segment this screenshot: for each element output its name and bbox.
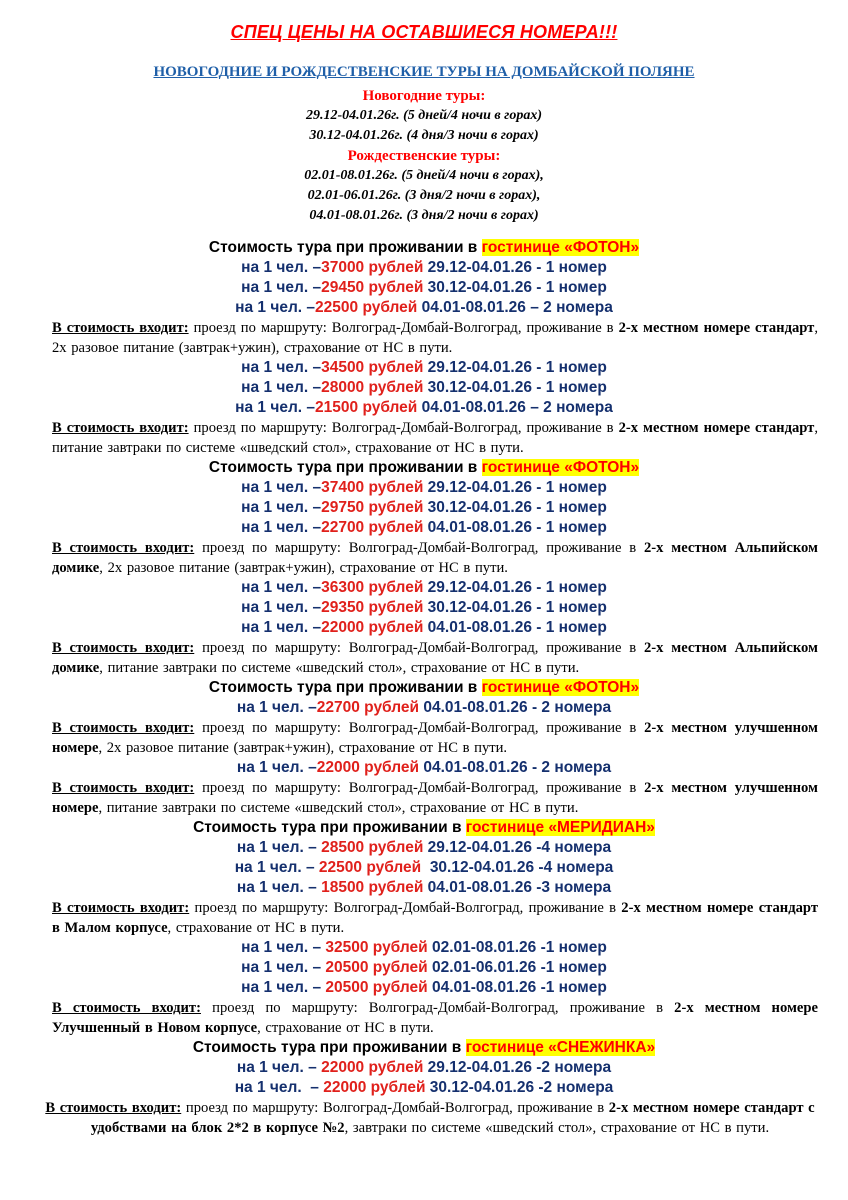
price-amount: 22500 рублей — [318, 859, 422, 876]
included-label: В стоимость входит: — [52, 900, 190, 916]
price-amount: 22000 рублей — [323, 1079, 426, 1096]
price-dates-rooms: 04.01-08.01.26 – 2 номера — [417, 399, 613, 416]
price-dates-rooms: 29.12-04.01.26 - 1 номер — [423, 579, 607, 596]
hotel-title-prefix: Стоимость тура при проживании в — [208, 459, 482, 476]
tour-date-line: 04.01-08.01.26г. (3 дня/2 ночи в горах) — [309, 208, 539, 223]
included-services — [52, 778, 818, 818]
price-line — [0, 858, 848, 878]
hotel-section-title — [0, 1038, 848, 1058]
included-text: , завтраки по системе «шведский стол», страхование от НС в пути. — [344, 1120, 770, 1136]
price-dates-rooms: 04.01-08.01.26 – 2 номера — [417, 299, 613, 316]
price-amount: 22500 рублей — [315, 299, 418, 316]
price-line — [0, 958, 848, 978]
included-text: проезд по маршруту: Волгоград-Домбай-Волгоград, проживание в — [200, 1000, 675, 1016]
included-label: В стоимость входит: — [45, 1100, 182, 1116]
price-amount: 32500 рублей — [325, 939, 428, 956]
price-per-person-label: на 1 чел. – — [241, 579, 322, 596]
price-amount: 18500 рублей — [321, 879, 424, 896]
tour-date-line: 29.12-04.01.26г. (5 дней/4 ночи в горах) — [305, 108, 543, 123]
price-amount: 29750 рублей — [321, 499, 424, 516]
price-per-person-label: на 1 чел. – — [241, 599, 322, 616]
price-per-person-label: на 1 чел. – — [241, 359, 322, 376]
room-type: 2-х местном номере стандарт — [618, 320, 815, 336]
christmas-tours-title: Рождественские туры: — [347, 148, 501, 164]
price-line — [0, 1078, 848, 1098]
price-line — [0, 298, 848, 318]
included-label: В стоимость входит: — [52, 420, 189, 436]
hotel-sections — [0, 238, 848, 1138]
included-services — [52, 538, 818, 578]
price-line — [0, 1058, 848, 1078]
included-text: , питание завтраки по системе «шведский стол», страхование от НС в пути. — [98, 800, 579, 816]
price-amount: 21500 рублей — [315, 399, 418, 416]
price-amount: 28500 рублей — [321, 839, 424, 856]
price-amount: 29450 рублей — [321, 279, 424, 296]
included-services — [52, 998, 818, 1038]
price-line — [0, 478, 848, 498]
price-dates-rooms: 30.12-04.01.26 - 1 номер — [423, 599, 607, 616]
hotel-title-prefix: Стоимость тура при проживании в — [208, 239, 482, 256]
price-per-person-label: на 1 чел. – — [235, 399, 316, 416]
price-per-person-label: на 1 чел. – — [241, 939, 326, 956]
included-text: проезд по маршруту: Волгоград-Домбай-Волгоград, проживание в — [189, 900, 622, 916]
included-services — [52, 418, 818, 458]
room-type: 2-х местном улучшенном номере — [52, 720, 818, 756]
special-offer-banner: СПЕЦ ЦЕНЫ НА ОСТАВШИЕСЯ НОМЕРА!!! — [230, 22, 618, 42]
price-line — [0, 978, 848, 998]
price-amount: 37400 рублей — [321, 479, 424, 496]
price-per-person-label: на 1 чел. – — [236, 699, 317, 716]
hotel-name-highlight: гостинице «ФОТОН» — [481, 679, 640, 696]
included-text: проезд по маршруту: Волгоград-Домбай-Волгоград, проживание в — [188, 320, 619, 336]
price-line — [0, 698, 848, 718]
price-dates-rooms: 29.12-04.01.26 -2 номера — [423, 1059, 612, 1076]
price-amount: 28000 рублей — [321, 379, 424, 396]
price-dates-rooms: 29.12-04.01.26 - 1 номер — [423, 479, 607, 496]
tour-date-line: 02.01-06.01.26г. (3 дня/2 ночи в горах), — [307, 188, 541, 203]
price-dates-rooms: 29.12-04.01.26 -4 номера — [423, 839, 612, 856]
included-label: В стоимость входит: — [52, 540, 195, 556]
hotel-name-highlight: гостинице «МЕРИДИАН» — [465, 819, 655, 836]
hotel-section-title — [0, 238, 848, 258]
room-type: 2-х местном Альпийском домике — [52, 640, 819, 676]
price-dates-rooms: 02.01-08.01.26 -1 номер — [427, 939, 607, 956]
price-line — [0, 578, 848, 598]
price-amount: 22700 рублей — [316, 699, 420, 716]
room-type: 2-х местном улучшенном номере — [52, 780, 818, 816]
price-line — [0, 938, 848, 958]
included-text: , питание завтраки по системе «шведский стол», страхование от НС в пути. — [99, 660, 580, 676]
hotel-name-highlight: гостинице «СНЕЖИНКА» — [465, 1039, 656, 1056]
price-amount: 22000 рублей — [321, 1059, 424, 1076]
included-label: В стоимость входит: — [52, 780, 195, 796]
price-per-person-label: на 1 чел. – — [236, 879, 322, 896]
tours-subtitle: НОВОГОДНИЕ И РОЖДЕСТВЕНСКИЕ ТУРЫ НА ДОМБАЙСКОЙ ПОЛЯНЕ — [153, 64, 695, 80]
price-dates-rooms: 30.12-04.01.26 - 1 номер — [423, 379, 607, 396]
price-per-person-label: на 1 чел. – — [241, 619, 322, 636]
price-per-person-label: на 1 чел. – — [236, 839, 322, 856]
price-line — [0, 358, 848, 378]
price-per-person-label: на 1 чел. – — [241, 959, 326, 976]
included-services — [52, 718, 818, 758]
price-amount: 20500 рублей — [325, 979, 428, 996]
room-type: 2-х местном Альпийском домике — [52, 540, 819, 576]
price-dates-rooms: 04.01-08.01.26 - 2 номера — [419, 759, 612, 776]
included-text: проезд по маршруту: Волгоград-Домбай-Волгоград, проживание в — [194, 640, 644, 656]
price-per-person-label: на 1 чел. – — [234, 1079, 324, 1096]
room-type: 2-х местном номере стандарт в Малом корпусе — [52, 900, 818, 936]
price-per-person-label: на 1 чел. – — [241, 259, 322, 276]
price-amount: 22000 рублей — [316, 759, 420, 776]
price-line — [0, 398, 848, 418]
price-dates-rooms: 29.12-04.01.26 - 1 номер — [423, 259, 607, 276]
included-services — [52, 898, 818, 938]
included-text: , 2х разовое питание (завтрак+ужин), страхование от НС в пути. — [52, 320, 818, 356]
price-line — [0, 258, 848, 278]
room-type: 2-х местном номере Улучшенный в Новом корпусе — [52, 1000, 818, 1036]
price-dates-rooms: 30.12-04.01.26 - 1 номер — [423, 499, 607, 516]
included-label: В стоимость входит: — [52, 640, 195, 656]
price-dates-rooms: 04.01-08.01.26 -3 номера — [423, 879, 612, 896]
hotel-name-highlight: гостинице «ФОТОН» — [481, 239, 640, 256]
price-line — [0, 878, 848, 898]
hotel-title-prefix: Стоимость тура при проживании в — [208, 679, 482, 696]
hotel-section-title — [0, 458, 848, 478]
hotel-section-title — [0, 818, 848, 838]
tour-dates-block — [0, 86, 848, 226]
included-services — [52, 638, 818, 678]
included-text: проезд по маршруту: Волгоград-Домбай-Волгоград, проживание в — [181, 1100, 609, 1116]
price-dates-rooms: 02.01-06.01.26 -1 номер — [427, 959, 607, 976]
included-text: проезд по маршруту: Волгоград-Домбай-Волгоград, проживание в — [194, 780, 645, 796]
price-dates-rooms: 04.01-08.01.26 - 2 номера — [419, 699, 612, 716]
price-amount: 22700 рублей — [321, 519, 424, 536]
price-dates-rooms: 04.01-08.01.26 -1 номер — [427, 979, 607, 996]
hotel-section-title — [0, 678, 848, 698]
tour-date-line: 02.01-08.01.26г. (5 дней/4 ночи в горах), — [304, 168, 544, 183]
room-type: 2-х местном номере стандарт с удобствами на блок 2*2 в корпусе №2 — [90, 1100, 815, 1136]
hotel-title-prefix: Стоимость тура при проживании в — [193, 819, 466, 836]
included-text: проезд по маршруту: Волгоград-Домбай-Волгоград, проживание в — [188, 420, 619, 436]
price-per-person-label: на 1 чел. – — [235, 299, 316, 316]
price-amount: 34500 рублей — [321, 359, 424, 376]
price-dates-rooms: 04.01-08.01.26 - 1 номер — [423, 619, 607, 636]
included-services — [40, 1098, 820, 1138]
included-text: , питание завтраки по системе «шведский стол», страхование от НС в пути. — [52, 420, 818, 456]
price-per-person-label: на 1 чел. – — [241, 519, 322, 536]
included-text: проезд по маршруту: Волгоград-Домбай-Волгоград, проживание в — [194, 540, 644, 556]
price-per-person-label: на 1 чел. – — [241, 499, 322, 516]
price-line — [0, 278, 848, 298]
hotel-name-highlight: гостинице «ФОТОН» — [481, 459, 640, 476]
price-dates-rooms: 30.12-04.01.26 -4 номера — [421, 859, 614, 876]
price-amount: 37000 рублей — [321, 259, 424, 276]
included-text: , страхование от НС в пути. — [167, 920, 345, 936]
price-per-person-label: на 1 чел. – — [241, 379, 322, 396]
price-line — [0, 598, 848, 618]
price-line — [0, 618, 848, 638]
included-text: , 2х разовое питание (завтрак+ужин), страхование от НС в пути. — [98, 740, 508, 756]
newyear-tours-title: Новогодние туры: — [362, 88, 486, 104]
included-label: В стоимость входит: — [52, 320, 189, 336]
room-type: 2-х местном номере стандарт — [618, 420, 815, 436]
included-services — [52, 318, 818, 358]
hotel-title-prefix: Стоимость тура при проживании в — [192, 1039, 466, 1056]
price-line — [0, 838, 848, 858]
included-text: , страхование от НС в пути. — [257, 1020, 434, 1036]
price-line — [0, 378, 848, 398]
price-line — [0, 498, 848, 518]
price-amount: 29350 рублей — [321, 599, 424, 616]
tour-date-line: 30.12-04.01.26г. (4 дня/3 ночи в горах) — [309, 128, 539, 143]
included-label: В стоимость входит: — [52, 720, 195, 736]
included-label: В стоимость входит: — [52, 1000, 201, 1016]
price-per-person-label: на 1 чел. – — [236, 1059, 322, 1076]
price-line — [0, 758, 848, 778]
price-per-person-label: на 1 чел. – — [241, 279, 322, 296]
price-amount: 36300 рублей — [321, 579, 424, 596]
price-dates-rooms: 30.12-04.01.26 -2 номера — [425, 1079, 614, 1096]
price-per-person-label: на 1 чел. – — [241, 979, 326, 996]
price-dates-rooms: 04.01-08.01.26 - 1 номер — [423, 519, 607, 536]
price-per-person-label: на 1 чел. – — [236, 759, 317, 776]
price-amount: 20500 рублей — [325, 959, 428, 976]
price-dates-rooms: 29.12-04.01.26 - 1 номер — [423, 359, 607, 376]
price-line — [0, 518, 848, 538]
price-dates-rooms: 30.12-04.01.26 - 1 номер — [423, 279, 607, 296]
price-per-person-label: на 1 чел. – — [234, 859, 319, 876]
price-amount: 22000 рублей — [321, 619, 424, 636]
price-per-person-label: на 1 чел. – — [241, 479, 322, 496]
included-text: , 2х разовое питание (завтрак+ужин), страхование от НС в пути. — [99, 560, 508, 576]
included-text: проезд по маршруту: Волгоград-Домбай-Волгоград, проживание в — [194, 720, 645, 736]
